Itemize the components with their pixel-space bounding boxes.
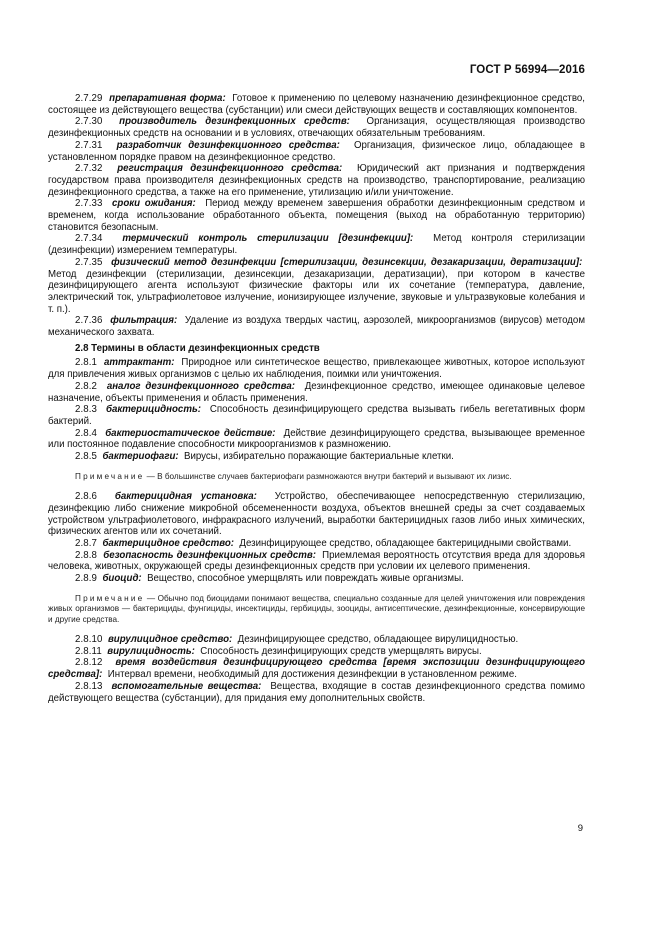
entry-term: время воздействия дезинфицирующего средства [время экспозиции дезинфицирующего средства]: (48, 657, 585, 681)
note-bacteriophages (48, 472, 585, 482)
entry-term: вирулицидность: (107, 645, 195, 657)
entry-number: 2.8.6 (75, 491, 98, 503)
entry-term: вирулицидное средство: (107, 634, 233, 646)
entry-definition: Приемлемая вероятность отсутствия вреда для здоровья человека, животных, окружающей среды дезинфекционных средств при условии их целевого применения. (48, 549, 585, 573)
entry-term: фильтрация: (110, 315, 178, 327)
entry-definition: Дезинфицирующее средство, обладающее вирулицидностью. (237, 634, 519, 646)
entry-definition: Интервал времени, необходимый для достижения дезинфекции в установленном режиме. (107, 669, 517, 681)
entry-term: бактерицидность: (106, 404, 201, 416)
term-entry (48, 404, 585, 427)
entry-number: 2.8.10 (75, 634, 103, 646)
term-entry (48, 233, 585, 256)
note-text: — В большинстве случаев бактериофаги размножаются внутри бактерий и вызывают их лизис. (146, 471, 512, 481)
entry-definition: Вещество, способное умерщвлять или повреждать живые организмы. (147, 573, 464, 585)
entry-definition: Природное или синтетическое вещество, привлекающее животных, которое используют для привлечения живых организмов с целью их наблюдения, поимки или уничтожения. (48, 357, 586, 381)
note-text: — Обычно под биоцидами понимают вещества, специально созданные для целей уничтожения или повреждения живых организмов — бактерициды, фунгициды, инсектициды, гербициды, зооциды, антисептические, дезинфекционные, консервирующие и другие средства. (48, 593, 585, 624)
term-entry (48, 116, 585, 139)
entry-definition: Способность дезинфицирующих средств умерщвлять вирусы. (200, 645, 482, 657)
entry-number: 2.8.13 (75, 680, 103, 692)
entry-term: сроки ожидания: (112, 198, 196, 210)
term-entry (48, 357, 585, 380)
entry-term: безопасность дезинфекционных средств: (103, 549, 316, 561)
entry-number: 2.8.3 (75, 404, 98, 416)
entry-definition: Организация, осуществляющая производство дезинфекционных средств на основании и в условиях, отвечающих обязательным требованиям. (48, 116, 586, 140)
entry-definition: Организация, физическое лицо, обладающее в установленном порядке правом на дезинфекционное средство. (48, 139, 586, 163)
entry-definition: Период между временем завершения обработки дезинфекционным средством и временем, когда использование обработанного объекта, помещения (выход на обработанную территорию) становится безопасным. (48, 198, 585, 233)
entries-2-8-b (48, 491, 585, 585)
entry-number: 2.7.34 (75, 233, 103, 245)
entry-number: 2.7.33 (75, 198, 103, 210)
term-entry (48, 428, 585, 451)
entry-term: бактерицидная установка: (114, 491, 257, 503)
entry-number: 2.8.9 (75, 573, 98, 585)
entry-definition: Метод дезинфекции (стерилизации, дезинсекции, дезакаризации, дератизации), при котором в качестве дезинфицирующего агента используют физические факторы или их сочетание (температура, давление, электрический ток, ультрафиолетовое излучение, ионизирующее излучение, звуковые и ультразвуковые колебания и т. п.). (48, 268, 585, 315)
term-entry (48, 657, 585, 680)
entry-definition: Удаление из воздуха твердых частиц, аэрозолей, микроорганизмов (вирусов) методом механического захвата. (48, 315, 585, 339)
document-code: ГОСТ Р 56994—2016 (469, 64, 585, 76)
note-biocides (48, 594, 585, 625)
entry-term: производитель дезинфекционных средств: (119, 116, 350, 128)
term-entry (48, 634, 585, 646)
entry-definition: Готовое к применению по целевому назначению дезинфекционное средство, состоящее из действующего вещества (субстанции) или смеси действующих веществ и составляющих компонентов. (48, 93, 585, 116)
document-body (48, 93, 585, 704)
entry-term: биоцид: (102, 573, 142, 585)
entry-term: бактерицидное средство: (102, 538, 235, 550)
entry-number: 2.7.30 (75, 116, 103, 128)
term-entry (48, 646, 585, 658)
entry-number: 2.8.12 (75, 657, 103, 669)
entry-number: 2.7.36 (75, 315, 103, 327)
term-entry (48, 550, 585, 573)
section-heading: 2.8 Термины в области дезинфекционных средств (75, 342, 320, 354)
entry-number: 2.7.35 (75, 256, 103, 268)
term-entry (48, 315, 585, 338)
entry-number: 2.8.5 (75, 451, 98, 463)
entry-number: 2.8.1 (75, 357, 98, 369)
entry-number: 2.8.2 (75, 380, 98, 392)
entry-definition: Дезинфекционное средство, имеющее одинаковые целевое назначение, объекты применения и область применения. (48, 380, 585, 404)
term-entry (48, 491, 585, 538)
entry-term: бактериофаги: (102, 451, 179, 463)
entry-definition: Действие дезинфицирующего средства, вызывающее временное или постоянное подавление способности микроорганизмов к размножению. (48, 427, 585, 451)
entry-term: регистрация дезинфекционного средства: (117, 163, 343, 175)
term-entry (48, 198, 585, 233)
entry-number: 2.8.11 (75, 645, 102, 657)
page-number: 9 (577, 823, 583, 834)
entry-number: 2.7.32 (75, 163, 103, 175)
entry-number: 2.8.8 (75, 549, 98, 561)
entry-definition: Вещества, входящие в состав дезинфекционного средства помимо действующего вещества (субстанции), для придания ему дополнительных свойств. (48, 680, 586, 704)
term-entry (48, 257, 585, 316)
note-label: Примечание (75, 593, 145, 603)
entry-term: термический контроль стерилизации [дезинфекции]: (122, 233, 414, 245)
entries-2-8-c (48, 634, 585, 704)
entry-term: разработчик дезинфекционного средства: (116, 139, 340, 151)
entry-term: аналог дезинфекционного средства: (106, 380, 295, 392)
note-label: Примечание (75, 471, 145, 481)
entry-term: аттрактант: (103, 357, 175, 369)
term-entry (48, 381, 585, 404)
term-entry (48, 681, 585, 704)
entry-number: 2.7.31 (75, 139, 103, 151)
entry-number: 2.8.4 (75, 427, 98, 439)
entry-term: препаративная форма: (109, 93, 226, 104)
entry-definition: Устройство, обеспечивающее непосредственную стерилизацию, дезинфекцию либо снижение микробной обсемененности воздуха, объектов внешней среды за счет создаваемых устройством ультрафиолетового, инфракрасного излучений, выработки бактерицидных газов либо иных химических, физических агентов или их сочетаний. (48, 491, 586, 538)
term-entry (48, 573, 585, 585)
term-entry (48, 451, 585, 463)
entry-number: 2.7.29 (75, 93, 103, 104)
term-entry (48, 140, 585, 163)
entry-term: физический метод дезинфекции [стерилизации, дезинсекции, дезакаризации, дератизации]: (111, 256, 583, 268)
entry-number: 2.8.7 (75, 538, 98, 550)
term-entry (48, 538, 585, 550)
entry-definition: Дезинфицирующее средство, обладающее бактерицидными свойствами. (239, 538, 572, 550)
entry-definition: Вирусы, избирательно поражающие бактериальные клетки. (184, 451, 454, 463)
term-entry (48, 163, 585, 198)
entries-2-8-a (48, 357, 585, 462)
entry-term: бактериостатическое действие: (105, 427, 276, 439)
entry-definition: Способность дезинфицирующего средства вызывать гибель вегетативных форм бактерий. (48, 404, 585, 427)
entry-definition: Юридический акт признания и подтверждения государством права производителя дезинфекционных средств на производство, транспортирование, реализацию дезинфекционного средства, а также на его применение, утилизацию и/или уничтожение. (48, 163, 586, 198)
entries-2-7 (48, 93, 585, 339)
entry-term: вспомогательные вещества: (111, 680, 262, 692)
entry-definition: Метод контроля стерилизации (дезинфекции) измерением температуры. (48, 233, 585, 257)
term-entry (48, 93, 585, 116)
